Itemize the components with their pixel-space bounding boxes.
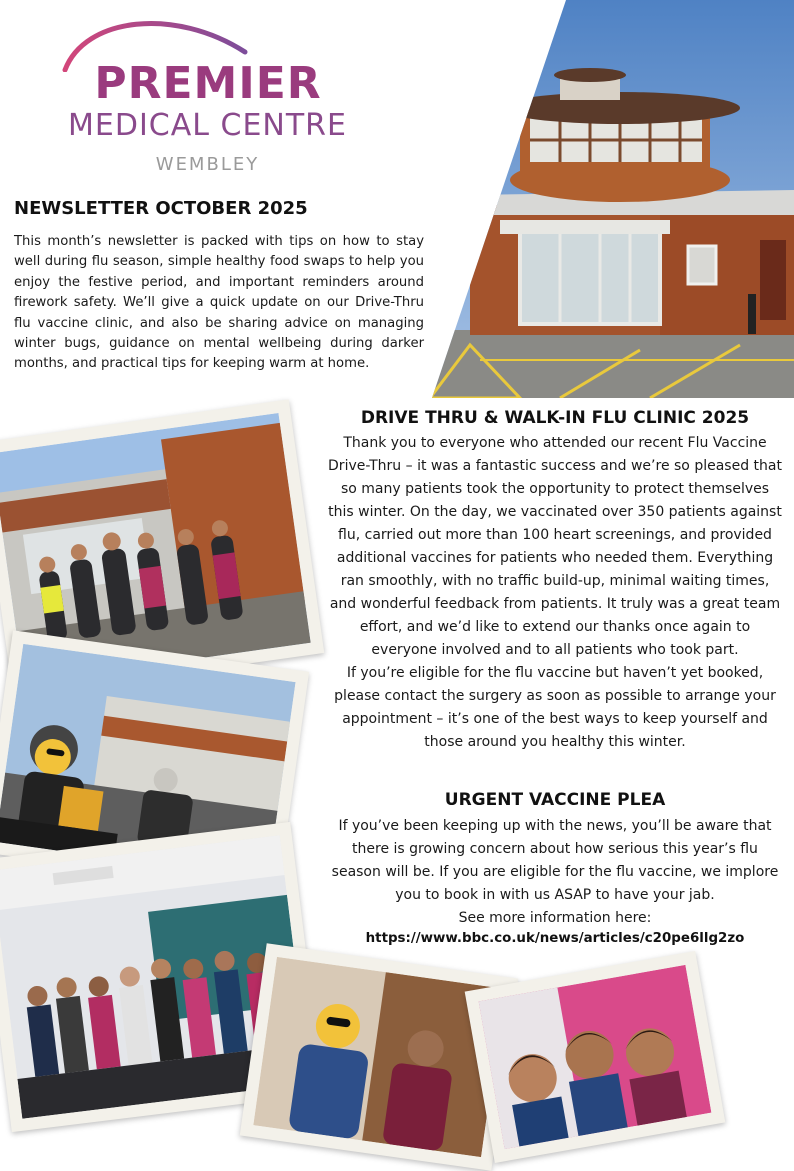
logo-premier: PREMIER — [94, 58, 322, 109]
logo-wembley: WEMBLEY — [155, 154, 260, 175]
newsletter-title: NEWSLETTER OCTOBER 2025 — [14, 198, 308, 219]
logo-medical-centre: MEDICAL CENTRE — [68, 108, 347, 143]
clinic-paragraph-1: Thank you to everyone who attended our recent Flu Vaccine Drive-Thru – it was a fantastic success and we’re so pleased that so many patients took the opportunity to protect themselves this winter. On the day, we vaccinated over 350 patients against flu, carried out more than 100 heart screenings, and provided additional vaccines for patients who needed them. Everything ran smoothly, with no traffic build-up, minimal waiting times, and wonderful feedback from patients. It truly was a great team effort, and we’d like to extend our thanks once again to everyone involved and to all patients who took part. — [328, 435, 782, 658]
clinic-paragraph-2: If you’re eligible for the flu vaccine but haven’t yet booked, please contact the surgery as soon as possible to arrange your appointment – it’s one of the best ways to keep yourself and those around you healthy this winter. — [334, 665, 776, 750]
urgent-paragraph-1: If you’ve been keeping up with the news, you’ll be aware that there is growing concern about how serious this year’s flu season will be. If you are eligible for the flu vaccine, we implore you to book in with us ASAP to have your jab. — [331, 818, 779, 903]
newsletter-intro: This month’s newsletter is packed with tips on how to stay well during flu season, simple healthy food swaps to help you enjoy the festive period, and important reminders around firework safety. We’ll give a quick update on our Drive-Thru flu vaccine clinic, and also be sharing advice on managing winter bugs, guidance on mental wellbeing during darker months, and practical tips for keeping warm at home. — [14, 234, 424, 372]
urgent-section-body — [330, 815, 780, 930]
bbc-news-link[interactable]: https://www.bbc.co.uk/news/articles/c20pe6llg2zo — [365, 931, 745, 946]
urgent-section-title: URGENT VACCINE PLEA — [444, 790, 666, 810]
clinic-section-body — [328, 432, 782, 754]
clinic-section-title: DRIVE THRU & WALK-IN FLU CLINIC 2025 — [360, 408, 750, 428]
urgent-paragraph-2: See more information here: — [458, 910, 652, 926]
